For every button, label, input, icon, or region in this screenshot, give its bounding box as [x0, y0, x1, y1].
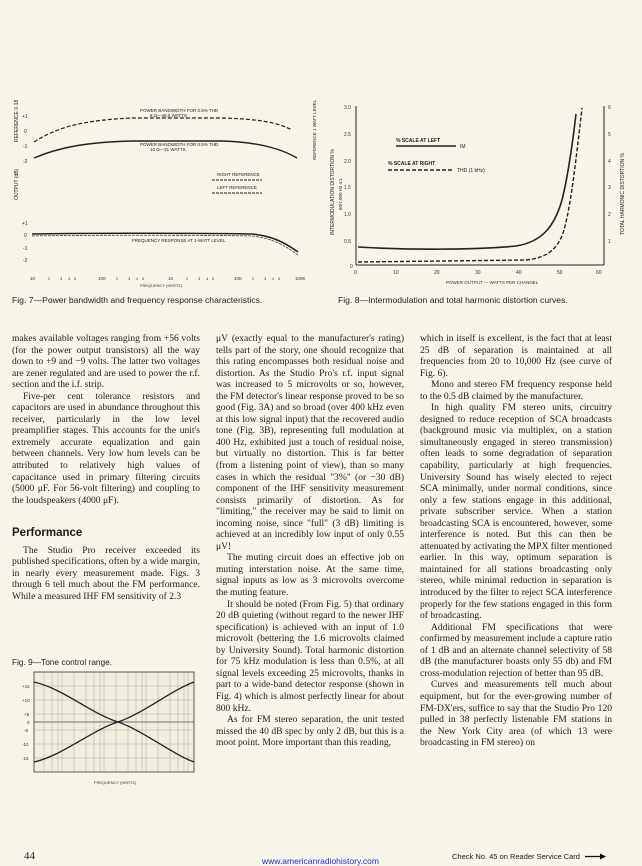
- fig7-x-tick: 3: [264, 276, 267, 281]
- fig8-x-tick: 40: [516, 270, 522, 276]
- fig7-y-tick: +1: [22, 114, 28, 120]
- fig7-x-tick: 3: [60, 276, 63, 281]
- fig8-x-tick: 50: [557, 270, 563, 276]
- fig7-x-tick: 5: [278, 276, 281, 281]
- fig7-x-tick: 3: [198, 276, 201, 281]
- fig9-svg: [22, 668, 202, 788]
- reader-service-note: [452, 852, 607, 862]
- fig7-x-tick: 2: [48, 276, 51, 281]
- fig7-x-tick: 2: [252, 276, 255, 281]
- fig8-y-right-tick: 4: [608, 159, 611, 165]
- fig8-y-left-tick: 1.0: [344, 212, 351, 218]
- fig8-svg: [326, 100, 632, 292]
- page-number: 44: [24, 850, 35, 862]
- fig8-x-tick: 10: [393, 270, 399, 276]
- fig7-x-tick: 10: [30, 276, 36, 281]
- fig7-y-tick: -1: [23, 144, 28, 150]
- col1-paragraph-1: makes available voltages ranging from +56 volts (for the power output transistors) all the way down to +9 and −9 volts. The latter two voltages are zener regulated and are used to power the r.f. section and the i.f. strip.: [12, 333, 200, 391]
- fig7-x-tick: 10K: [234, 276, 243, 281]
- col2-paragraph-1: μV (exactly equal to the manufacturer's rating) tells part of the story, one should recognize that this rating encompasses both residual noise and distortion. As the Studio Pro's r.f. input signal was increased to 5 microvolts or so, however, the FM detector's linear response proved to be so good (Fig. 3A) and so broad (over 400 kHz even at this low signal input) that the recovered audio tone (Fig. 3B), representing full modulation at 400 Hz, exhibited just a touch of residual noise, but virtually no distortion. This is far better (from a listening point of view), than so many cases in which the residual "3%" (or −30 dB) component of the IHF sensitivity measurement consists primarily of distortion. As for "limiting," the receiver may be said to limit on incoming noise, since "full" (3 dB) limiting is achieved at an incredibly low input of only 0.55 μV!: [216, 333, 404, 552]
- fig7-caption: Fig. 7—Power bandwidth and frequency response characteristics.: [12, 295, 263, 305]
- fig8-legend-im: IM: [460, 144, 466, 150]
- column-1: [12, 333, 200, 602]
- fig7-chart: [12, 100, 320, 290]
- fig7-y-tick: -1: [23, 246, 28, 252]
- fig8-legend-left: % SCALE AT LEFT: [396, 138, 441, 144]
- fig7-label-power-bw-16b: 16 Ω—31 WATTS: [150, 147, 186, 152]
- fig7-y-label-bottom: OUTPUT (dB): [14, 168, 20, 200]
- fig8-y-left-sub: 60/7,000 Hz 4:1: [338, 178, 343, 210]
- fig8-y-right-tick: 1: [608, 239, 611, 245]
- fig8-im-curve: [358, 114, 576, 249]
- fig8-thd-curve: [358, 108, 582, 262]
- fig8-x-tick: 30: [475, 270, 481, 276]
- fig7-x-tick: 3: [128, 276, 131, 281]
- fig8-y-left-tick: 0: [350, 264, 353, 270]
- fig8-x-label: POWER OUTPUT — WATTS PER CHANNEL: [446, 280, 539, 285]
- fig7-label-power-bw-16: POWER BANDWIDTH FOR 0.5% THD: [140, 142, 219, 147]
- fig8-x-tick: 60: [596, 270, 602, 276]
- arrow-right-icon: [585, 853, 607, 862]
- fig9-y-tick: 0: [27, 720, 30, 725]
- fig7-x-tick: 1K: [168, 276, 174, 281]
- fig7-y-tick: 0: [24, 129, 27, 135]
- fig8-legend-thd: THD (1 kHz): [457, 168, 485, 174]
- fig7-x-tick: 4: [136, 276, 139, 281]
- fig7-x-tick: 4: [206, 276, 209, 281]
- fig8-x-tick: 20: [434, 270, 440, 276]
- fig8-chart: [326, 100, 632, 292]
- fig9-caption: Fig. 9—Tone control range.: [12, 657, 113, 667]
- fig8-y-left-tick: 3.0: [344, 105, 351, 111]
- fig8-y-right-label: TOTAL HARMONIC DISTORTION %: [620, 153, 626, 235]
- fig7-x-tick: 5: [212, 276, 215, 281]
- fig8-y-right-ticks: [608, 105, 611, 245]
- column-3: [420, 333, 612, 749]
- fig7-y-tick: +1: [22, 221, 28, 227]
- col2-paragraph-3: It should be noted (From Fig. 5) that ordinary 20 dB quieting (without regard to the newer IHF specification) is achieved with an input of 1.0 microvolt (bettering the 1.6 microvolts claimed by University Sound). Total harmonic distortion for 75 kHz modulation is less than 0.5%, at all signal levels exceeding 25 microvolts, thanks in part to a wide-band detector response (shown in Fig. 4) which is almost perfectly linear for about 800 kHz.: [216, 598, 404, 714]
- fig8-legend-right: % SCALE AT RIGHT: [388, 161, 436, 167]
- fig8-y-left-tick: 2.0: [344, 159, 351, 165]
- fig7-label-power-bw-8: POWER BANDWIDTH FOR 0.5% THD: [140, 108, 219, 113]
- fig7-x-tick: 4: [68, 276, 71, 281]
- fig8-y-right-tick: 5: [608, 132, 611, 138]
- reader-service-label: Check No. 45 on Reader Service Card: [452, 852, 580, 861]
- fig8-y-left-tick: 0.5: [344, 239, 351, 245]
- fig7-x-tick: 2: [116, 276, 119, 281]
- fig9-y-tick: +15: [22, 684, 30, 689]
- fig8-y-right-tick: 6: [608, 105, 611, 111]
- fig9-y-tick: -5: [24, 728, 29, 733]
- performance-heading: Performance: [12, 527, 83, 540]
- fig8-y-left-tick: 2.5: [344, 132, 351, 138]
- fig7-label-left-ref: LEFT REFERENCE: [217, 185, 257, 190]
- fig8-x-tick: 0: [354, 270, 357, 276]
- fig8-x-ticks: [354, 270, 602, 276]
- col3-paragraph-4: Additional FM specifications that were confirmed by measurement include a capture ratio of 1 dB and an alternate channel selectivity of 58 dB (the manufacturer boasts only 55 db) and FM cross-modulation rejection of better than 95 dB.: [420, 621, 612, 679]
- fig7-x-tick: 2: [186, 276, 189, 281]
- col1-paragraph-3: The Studio Pro receiver exceeded its published specifications, often by a wide margin, in nearly every measurement made. Figs. 3 through 6 tell much about the FM performance. While a measured IHF FM sensitivity of 2.3: [12, 544, 200, 602]
- fig8-y-right-tick: 2: [608, 212, 611, 218]
- col3-paragraph-3: In high quality FM stereo units, circuitry designed to reduce reception of SCA broadcasts (background music via multiplex, on a station simultaneously engaged in stereo transmission) often leads to some degradation of separation capability, particularly at high frequencies. University Sound has wisely elected to reject SCA minimally, under normal conditions, since only a few stations engage in this additional, private subscriber service. When a station broadcasting SCA is encountered, however, some interference is noted. But this can then be attenuated by activating the MPX filter mentioned earlier. In this way, optimum separation is maintained for all stations broadcasting only stereo, while minimal reduction in separation is introduced by the filter to reject SCA interference properly for the few stations engaged in this form of broadcasting.: [420, 402, 612, 622]
- fig7-x-tick: 5: [74, 276, 77, 281]
- fig9-y-tick: +10: [22, 698, 30, 703]
- col1-paragraph-2: Five-per cent tolerance resistors and capacitors are used in abundance throughout this receiver, particularly in the low level preamplifier stages. This accounts for the unit's extremely accurate equalization and gain between channels. Very low hum levels can be attributed to relatively high values of capacitance used in primary filtering circuits (5000 μF. For 56-volt filtering) and coupling to the loudspeakers (4000 μF).: [12, 390, 200, 506]
- fig7-right-axis-label: REFERENCE 1 WATT LEVEL: [312, 100, 317, 160]
- col3-paragraph-2: Mono and stereo FM frequency response held to the 0.5 dB claimed by the manufacturer.: [420, 379, 612, 402]
- column-2: [216, 333, 404, 749]
- col2-paragraph-4: As for FM stereo separation, the unit tested missed the 40 dB spec by only 2 dB, but this is a moot point. More important than this reading,: [216, 714, 404, 749]
- fig9-chart: [22, 668, 202, 788]
- source-url[interactable]: www.americanradiohistory.com: [262, 856, 379, 866]
- fig7-x-tick: 100: [98, 276, 106, 281]
- fig8-y-left-tick: 1.5: [344, 185, 351, 191]
- fig7-x-tick: 100K: [295, 276, 306, 281]
- fig7-y-tick: -2: [23, 159, 28, 165]
- fig7-svg: [12, 100, 320, 290]
- fig7-x-tick: 5: [142, 276, 145, 281]
- fig7-y-tick: 0: [24, 233, 27, 239]
- fig7-power-bw-8-curve: [34, 118, 292, 142]
- fig7-x-minor-ticks: [48, 276, 281, 281]
- col2-paragraph-2: The muting circuit does an effective job on muting interstation noise. At the same time, signal inputs as low as 3 microvolts overcome the muting feature.: [216, 552, 404, 599]
- fig9-x-label: FREQUENCY (HERTZ): [94, 780, 137, 785]
- fig7-label-power-bw-8b: 8 Ω—48.5 WATTS: [150, 113, 187, 118]
- fig9-y-ticks: [22, 684, 30, 761]
- fig9-y-tick: -10: [22, 742, 29, 747]
- fig7-label-right-ref: RIGHT REFERENCE: [217, 172, 260, 177]
- fig8-y-left-label: INTERMODULATION DISTORTION %: [330, 149, 336, 235]
- fig7-x-tick: 4: [272, 276, 275, 281]
- col3-paragraph-1: which in itself is excellent, is the fact that at least 25 dB of separation is maintained at all frequencies from 20 to 10,000 Hz (see curve of Fig. 6).: [420, 333, 612, 379]
- col3-paragraph-5: Curves and measurements tell much about equipment, but for the ever-growing number of FM-DX'ers, suffice to say that the Studio Pro 120 pulled in 38 perfectly listenable FM stations in the New York City area (of which 13 were broadcasting in FM stereo) on: [420, 679, 612, 749]
- fig7-y-tick: -2: [23, 258, 28, 264]
- fig7-x-label: FREQUENCY (HERTZ): [140, 283, 183, 288]
- fig9-y-tick: -15: [22, 756, 29, 761]
- fig8-caption: Fig. 8—Intermodulation and total harmonic distortion curves.: [338, 295, 568, 305]
- fig7-label-freq-resp: FREQUENCY RESPONSE AT 1-WATT LEVEL: [132, 238, 226, 243]
- fig8-y-right-tick: 3: [608, 185, 611, 191]
- fig9-y-tick: +5: [24, 712, 30, 717]
- fig7-y-label-top: REFERENCE 0·18 W: [14, 100, 20, 142]
- fig8-y-left-ticks: [344, 105, 353, 270]
